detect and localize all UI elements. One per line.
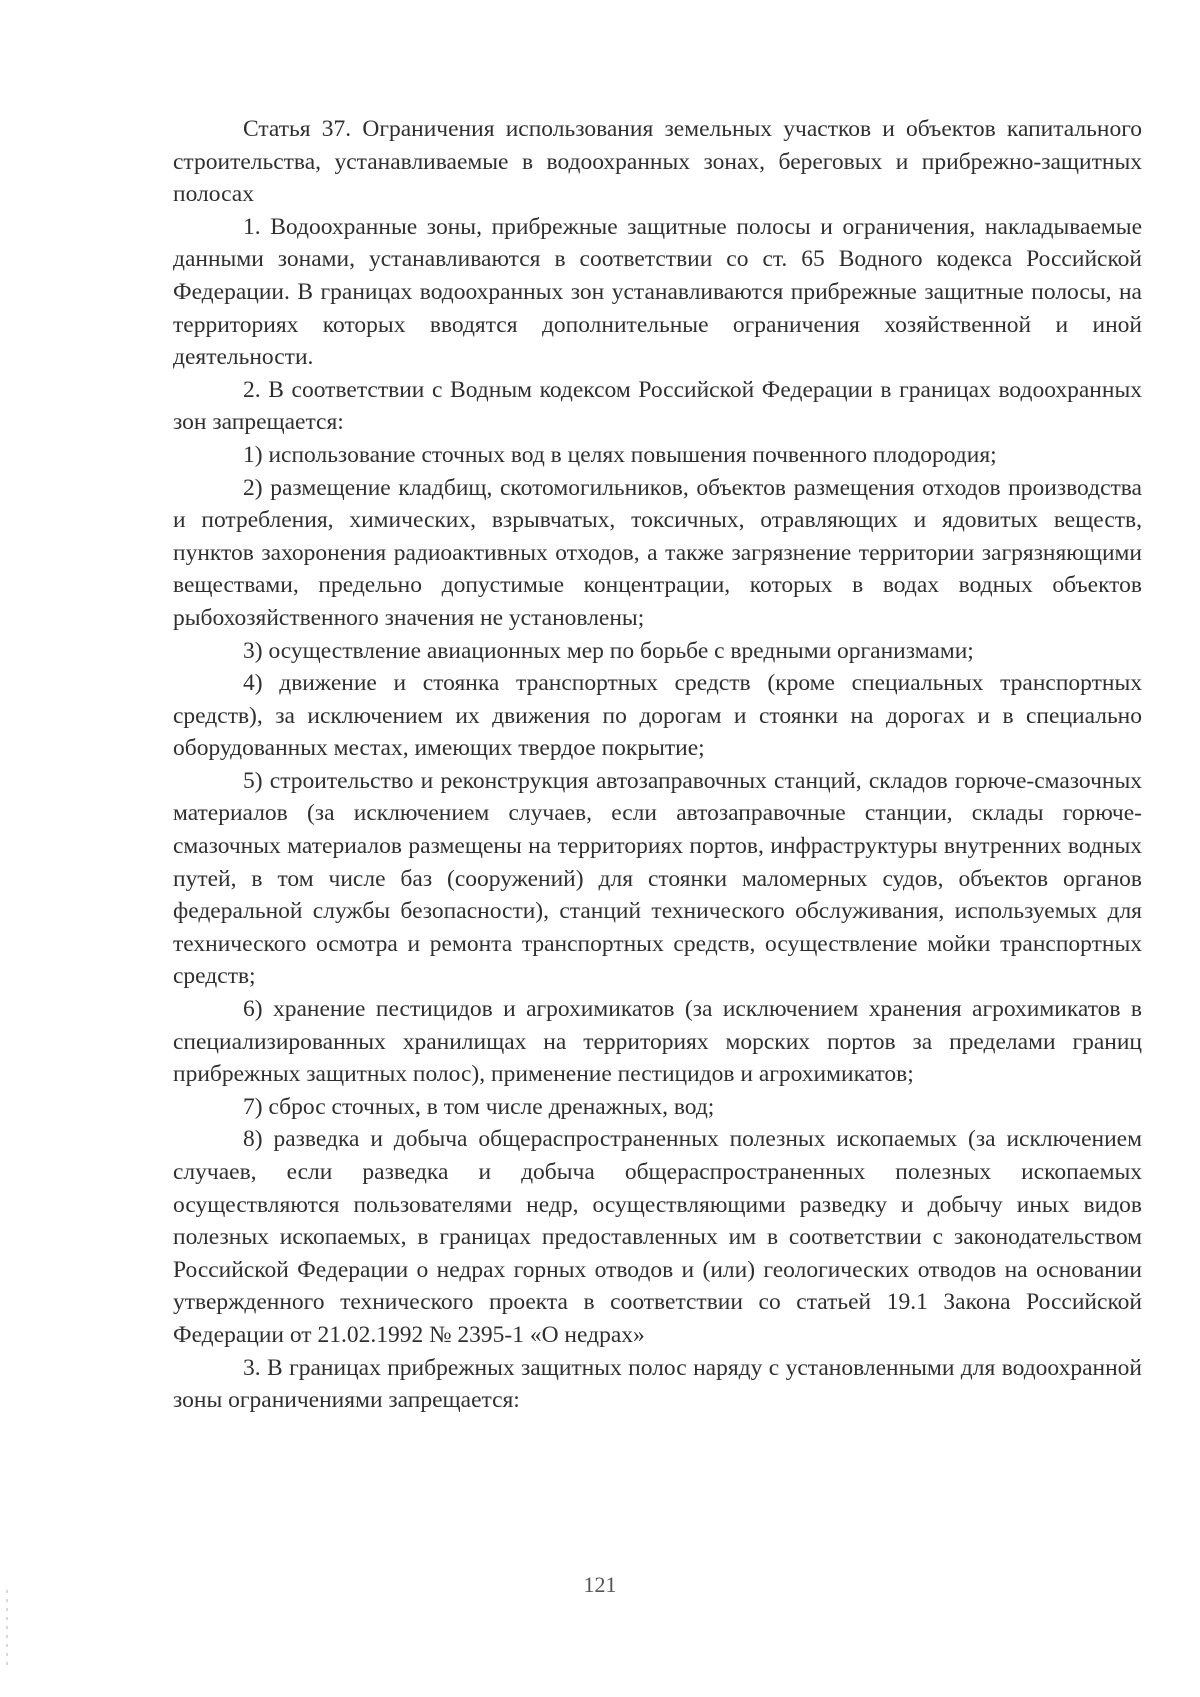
list-item-7: 7) сброс сточных, в том числе дренажных, вод;: [243, 1093, 715, 1120]
document-body: [173, 113, 1142, 1417]
list-item-8: 8) разведка и добыча общераспространенных полезных ископаемых (за исключением случаев, если разведка и добыча общераспространенных полезных ископаемых осуществляются пользователями недр, осуществляющими разведку и добычу иных видов полезных ископаемых, в границах предоставленных им в соответствии с законодательством Российской Федерации о недрах горных отводов и (или) геологических отводов на основании утвержденного технического проекта в соответствии со статьей 19.1 Закона Российской Федерации от 21.02.1992 № 2395-1 «О недрах»: [173, 1126, 1142, 1348]
paragraph-1: 1. Водоохранные зоны, прибрежные защитные полосы и ограничения, накладываемые данными зонами, устанавливаются в соответствии со ст. 65 Водного кодекса Российской Федерации. В границах водоохранных зон устанавливаются прибрежные защитные полосы, на территориях которых вводятся дополнительные ограничения хозяйственной и иной деятельности.: [173, 213, 1142, 371]
list-item-3: 3) осуществление авиационных мер по борьбе с вредными организмами;: [243, 637, 974, 664]
list-item-1: 1) использование сточных вод в целях повышения почвенного плодородия;: [243, 441, 997, 468]
list-item-5: 5) строительство и реконструкция автозаправочных станций, складов горюче-смазочных материалов (за исключением случаев, если автозаправочные станции, склады горюче-смазочных материалов размещены на территориях портов, инфраструктуры внутренних водных путей, в том числе баз (сооружений) для стоянки маломерных судов, объектов органов федеральной службы безопасности), станций технического обслуживания, используемых для технического осмотра и ремонта транспортных средств, осуществление мойки транспортных средств;: [173, 767, 1142, 990]
scan-edge-artifact: [6, 1590, 8, 1670]
paragraph-2: 2. В соответствии с Водным кодексом Российской Федерации в границах водоохранных зон запрещается:: [173, 376, 1142, 436]
list-item-2: 2) размещение кладбищ, скотомогильников, объектов размещения отходов производства и потребления, химических, взрывчатых, токсичных, отравляющих и ядовитых веществ, пунктов захоронения радиоактивных отходов, а также загрязнение территории загрязняющими веществами, предельно допустимые концентрации, которых в водах водных объектов рыбохозяйственного значения не установлены;: [173, 474, 1142, 631]
paragraph-3: 3. В границах прибрежных защитных полос наряду с установленными для водоохранной зоны ограничениями запрещается:: [173, 1354, 1142, 1414]
article-title: Статья 37. Ограничения использования земельных участков и объектов капитального строительства, устанавливаемые в водоохранных зонах, береговых и прибрежно-защитных полосах: [173, 116, 1142, 208]
page-number: 121: [583, 1572, 617, 1597]
list-item-6: 6) хранение пестицидов и агрохимикатов (за исключением хранения агрохимикатов в специализированных хранилищах на территориях морских портов за пределами границ прибрежных защитных полос), применение пестицидов и агрохимикатов;: [173, 996, 1142, 1088]
list-item-4: 4) движение и стоянка транспортных средств (кроме специальных транспортных средств), за исключением их движения по дорогам и стоянки на дорогах и в специально оборудованных местах, имеющих твердое покрытие;: [173, 670, 1142, 762]
